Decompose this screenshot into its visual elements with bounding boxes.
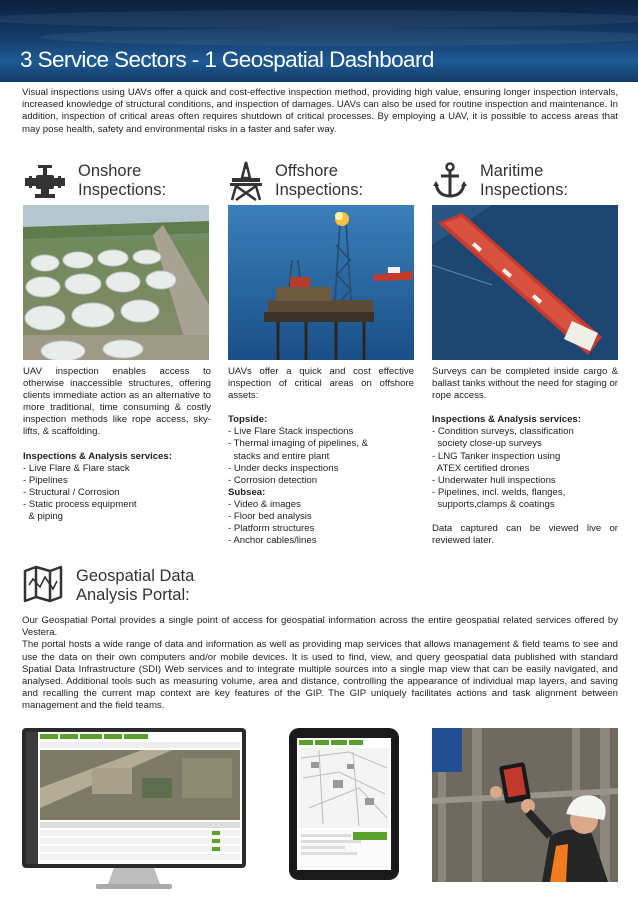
portal-title xyxy=(76,567,194,605)
list-item: ATEX certified drones xyxy=(432,462,530,474)
list-item: stacks and entire plant xyxy=(228,450,330,462)
onshore-description: UAV inspection enables access to otherwise inaccessible structures, offering clients immediate action as an alternative to more traditional, time consuming & costly inspection methods like rope access, sky-lifts, & scaffolding. xyxy=(23,366,211,438)
oil-platform-icon xyxy=(228,160,264,202)
tablet-dashboard-image xyxy=(289,728,399,880)
page-title: 3 Service Sectors - 1 Geospatial Dashboard xyxy=(20,47,434,72)
onshore-tank-farm-photo xyxy=(23,205,209,360)
list-item: - Pipelines xyxy=(23,474,68,486)
folded-map-icon xyxy=(23,565,63,603)
maritime-title xyxy=(480,162,568,200)
onshore-title-line2: Inspections: xyxy=(78,181,167,199)
maritime-tanker-photo xyxy=(432,205,618,360)
maritime-services-heading: Inspections & Analysis services: xyxy=(432,414,581,426)
list-item: - Platform structures xyxy=(228,523,315,535)
portal-paragraph-2: The portal hosts a wide range of data and information as well as providing map services that allows management & field teams to see and use the data on their own computers and/or mobile devices. It is used to find, view, and query geospatial data published with standard Spatial Data Infrastructure (SDI) Web services and to integrate multiple sources into a single map view that can be easily navigated, and analysed. Additional tools such as measuring volume, area and distance, controlling the appearance of individual map layers, and saving and recalling the current map context are key features of the GIP. The GIP uniquely facilitates actions and task alignment between management and the field teams. xyxy=(22,639,618,712)
list-item: - Pipelines, incl. welds, flanges, xyxy=(432,486,566,498)
portal-description xyxy=(22,615,618,713)
maritime-description: Surveys can be completed inside cargo & ballast tanks without the need for staging or rope access. xyxy=(432,366,618,402)
list-item: - Anchor cables/lines xyxy=(228,535,317,547)
header-banner xyxy=(0,0,638,82)
anchor-icon xyxy=(432,162,468,200)
list-item: - Video & images xyxy=(228,498,301,510)
desktop-dashboard-image xyxy=(22,728,246,892)
maritime-title-line2: Inspections: xyxy=(480,181,569,199)
portal-title-line1: Geospatial Data xyxy=(76,567,195,585)
onshore-services-heading: Inspections & Analysis services: xyxy=(23,450,172,462)
list-item: - Underwater hull inspections xyxy=(432,474,556,486)
offshore-platform-photo xyxy=(228,205,414,360)
portal-title-line2: Analysis Portal: xyxy=(76,586,190,604)
offshore-title-line1: Offshore xyxy=(275,162,338,180)
maritime-footer-note: Data captured can be viewed live or reviewed later. xyxy=(432,523,618,547)
offshore-title-line2: Inspections: xyxy=(275,181,364,199)
wave-decoration xyxy=(40,28,638,46)
maritime-column xyxy=(432,366,618,547)
list-item: supports,clamps & coatings xyxy=(432,498,555,510)
wave-decoration xyxy=(0,10,638,28)
list-item: - Live Flare Stack inspections xyxy=(228,426,354,438)
offshore-column xyxy=(228,366,414,547)
list-item: - Static process equipment xyxy=(23,498,137,510)
maritime-title-line1: Maritime xyxy=(480,162,544,180)
offshore-topside-heading: Topside: xyxy=(228,414,268,426)
list-item: - Floor bed analysis xyxy=(228,511,312,523)
offshore-description: UAVs offer a quick and cost effective inspection of critical areas on offshore assets: xyxy=(228,366,414,402)
list-item: - LNG Tanker inspection using xyxy=(432,450,561,462)
list-item: - Corrosion detection xyxy=(228,474,318,486)
intro-paragraph: Visual inspections using UAVs offer a quick and cost-effective inspection method, providing high value, ensuring longer inspection intervals, increased knowledge of structural conditions, and inspection of damages. UAVs can also be used for routine inspection and maintenance. In addition, inspection of critical areas often requires shutdown of critical processes. By employing a UAV, it is possible to access areas that may pose health, safety and environmental risks in a faster and safer way. xyxy=(22,87,618,135)
portal-paragraph-1: Our Geospatial Portal provides a single point of access for geospatial information across the entire geospatial related services offered by Vestera. xyxy=(22,615,618,639)
onshore-title xyxy=(78,162,166,200)
list-item: - Live Flare & Flare stack xyxy=(23,462,130,474)
onshore-column xyxy=(23,366,211,523)
list-item: & piping xyxy=(23,511,64,523)
list-item: - Structural / Corrosion xyxy=(23,486,120,498)
onshore-title-line1: Onshore xyxy=(78,162,142,180)
offshore-subsea-heading: Subsea: xyxy=(228,486,266,498)
field-worker-tablet-photo xyxy=(432,728,618,882)
list-item: - Thermal imaging of pipelines, & xyxy=(228,438,369,450)
list-item: - Under decks inspections xyxy=(228,462,339,474)
offshore-title xyxy=(275,162,363,200)
list-item: society close-up surveys xyxy=(432,438,542,450)
list-item: - Condition surveys, classification xyxy=(432,426,574,438)
pipeline-valve-icon xyxy=(25,163,65,201)
